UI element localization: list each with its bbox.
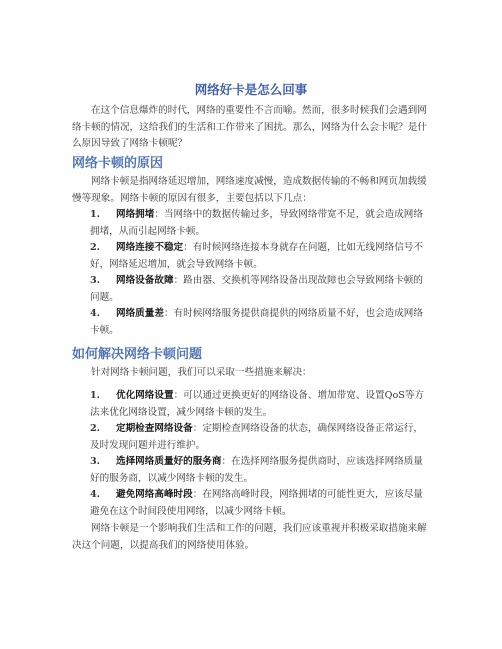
section-heading-solutions: 如何解决网络卡顿问题: [72, 347, 203, 362]
list-term: 避免网络高峰时段: [116, 489, 193, 500]
cause-item-2: [90, 240, 430, 273]
conclusion-paragraph: 网络卡顿是一个影响我们生活和工作的问题，我们应该重视并积极采取措施来解决这个问题，以提高我们的网络使用体验。: [72, 523, 427, 551]
list-text: ：有时候网络服务提供商提供的网络质量不好，也会造成网络卡顿。: [90, 308, 423, 336]
list-text: ：当网络中的数据传输过多，导致网络带宽不足，就会造成网络拥堵，从而引起网络卡顿。: [90, 209, 423, 237]
solution-item-1: [90, 388, 430, 421]
cause-item-4: [90, 306, 430, 339]
cause-item-1: [90, 207, 430, 240]
list-term: 定期检查网络设备: [116, 423, 193, 434]
list-number: 2.: [90, 423, 101, 434]
list-term: 网络拥堵: [116, 209, 155, 220]
list-text: ：在选择网络服务提供商时，应该选择网络质量好的服务商，以减少网络卡顿的发生。: [90, 456, 423, 484]
list-number: 1.: [90, 390, 101, 401]
list-term: 选择网络质量好的服务商: [116, 456, 222, 467]
solution-item-4: [90, 487, 430, 520]
solution-item-2: [90, 421, 430, 454]
list-term: 网络设备故障: [116, 275, 174, 286]
solutions-intro-paragraph: 针对网络卡顿问题，我们可以采取一些措施来解决：: [91, 367, 312, 378]
list-text: ：在网络高峰时段，网络拥堵的可能性更大，应该尽量避免在这个时间段使用网络，以减少网络卡顿。: [90, 489, 423, 517]
list-number: 1.: [90, 209, 101, 220]
section-heading-causes: 网络卡顿的原因: [72, 156, 164, 171]
list-text: ：可以通过更换更好的网络设备、增加带宽、设置QoS等方法来优化网络设置，减少网络卡顿的发生。: [90, 390, 425, 418]
list-term: 优化网络设置: [116, 390, 174, 401]
list-number: 4.: [90, 308, 101, 319]
solution-item-3: [90, 454, 430, 487]
list-number: 3.: [90, 456, 101, 467]
list-text: ：有时候网络连接本身就存在问题，比如无线网络信号不好，网络延迟增加，就会导致网络卡顿。: [90, 242, 423, 270]
list-term: 网络质量差: [116, 308, 164, 319]
causes-intro-paragraph: 网络卡顿是指网络延迟增加，网络速度减慢，造成数据传输的不畅和网页加载缓慢等现象。网络卡顿的原因有很多，主要包括以下几点：: [72, 176, 427, 204]
cause-item-3: [90, 273, 430, 306]
list-text: ：路由器、交换机等网络设备出现故障也会导致网络卡顿的问题。: [90, 275, 423, 303]
list-number: 2.: [90, 242, 101, 253]
list-text: ：定期检查网络设备的状态，确保网络设备正常运行，及时发现问题并进行维护。: [90, 423, 423, 451]
list-term: 网络连接不稳定: [116, 242, 184, 253]
list-number: 3.: [90, 275, 101, 286]
list-number: 4.: [90, 489, 101, 500]
intro-paragraph: 在这个信息爆炸的时代，网络的重要性不言而喻。然而，很多时候我们会遇到网络卡顿的情况，这给我们的生活和工作带来了困扰。那么，网络为什么会卡呢？是什么原因导致了网络卡顿呢？: [72, 105, 427, 149]
document-title: 网络好卡是怎么回事: [194, 82, 308, 97]
